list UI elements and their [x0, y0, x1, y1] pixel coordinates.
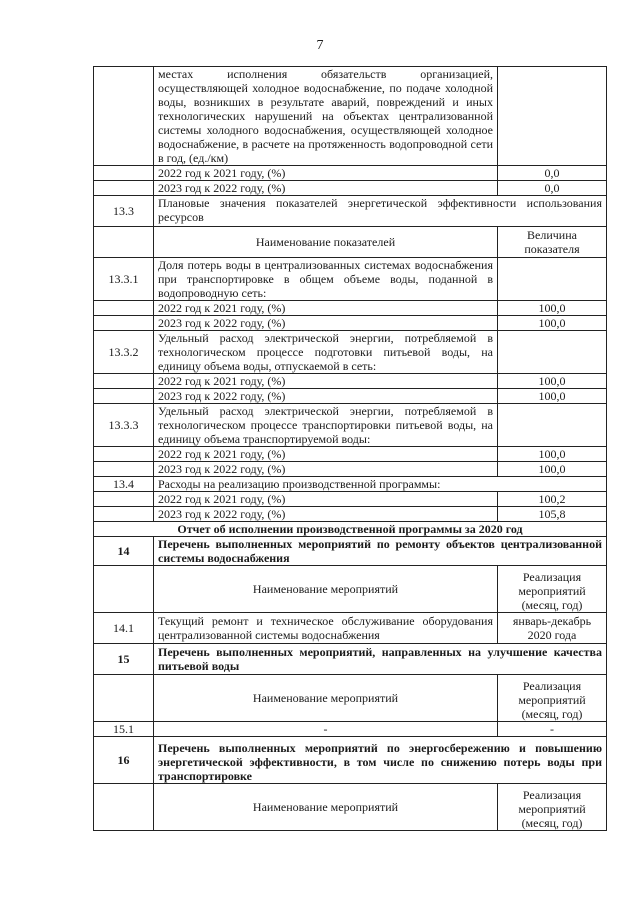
- table-row: [94, 477, 607, 492]
- section-number: 14: [94, 537, 154, 566]
- activity-period: -: [498, 722, 607, 737]
- column-header-name: Наименование показателей: [154, 227, 498, 258]
- indicator-text: Удельный расход электрической энергии, потребляемой в технологическом процессе подготовки питьевой воды, на единицу объема воды, отпускаемой в сеть:: [154, 331, 498, 374]
- section-title: Плановые значения показателей энергетической эффективности использования ресурсов: [154, 196, 607, 227]
- column-header-value: Реализация мероприятий (месяц, год): [498, 566, 607, 613]
- period-value: 100,0: [498, 316, 607, 331]
- section-number: 13.3.3: [94, 404, 154, 447]
- activity-text: Текущий ремонт и техническое обслуживание оборудования централизованной системы водоснабжения: [154, 613, 498, 644]
- period-label: 2023 год к 2022 году, (%): [154, 316, 498, 331]
- table-row: [94, 404, 607, 447]
- value-cell: [498, 67, 607, 166]
- table-row: [94, 181, 607, 196]
- period-value: 105,8: [498, 507, 607, 522]
- activity-period: январь-декабрь 2020 года: [498, 613, 607, 644]
- period-value: 100,0: [498, 389, 607, 404]
- period-label: 2022 год к 2021 году, (%): [154, 492, 498, 507]
- section-number: 15: [94, 644, 154, 675]
- table-row: [94, 316, 607, 331]
- column-header-name: Наименование мероприятий: [154, 566, 498, 613]
- period-label: 2023 год к 2022 году, (%): [154, 507, 498, 522]
- section-number: 14.1: [94, 613, 154, 644]
- program-table: [93, 66, 607, 831]
- table-row: [94, 522, 607, 537]
- period-label: 2023 год к 2022 году, (%): [154, 389, 498, 404]
- section-title: Расходы на реализацию производственной программы:: [154, 477, 607, 492]
- period-value: 0,0: [498, 166, 607, 181]
- table-row: [94, 67, 607, 166]
- period-label: 2022 год к 2021 году, (%): [154, 166, 498, 181]
- column-header-name: Наименование мероприятий: [154, 675, 498, 722]
- column-header-value: Величина показателя: [498, 227, 607, 258]
- column-header-value: Реализация мероприятий (месяц, год): [498, 675, 607, 722]
- table-row: [94, 166, 607, 181]
- table-row: [94, 737, 607, 784]
- table-header-row: [94, 675, 607, 722]
- period-value: 100,0: [498, 447, 607, 462]
- period-value: 100,0: [498, 462, 607, 477]
- period-label: 2022 год к 2021 году, (%): [154, 447, 498, 462]
- section-number: 16: [94, 737, 154, 784]
- table-row: [94, 492, 607, 507]
- indicator-text: Удельный расход электрической энергии, потребляемой в технологическом процессе транспортировки питьевой воды, на единицу объема транспортируемой воды:: [154, 404, 498, 447]
- period-label: 2022 год к 2021 году, (%): [154, 374, 498, 389]
- table-header-row: [94, 227, 607, 258]
- period-value: 0,0: [498, 181, 607, 196]
- period-value: 100,0: [498, 374, 607, 389]
- table-row: [94, 462, 607, 477]
- table-row: [94, 722, 607, 737]
- section-title: Перечень выполненных мероприятий по энергосбережению и повышению энергетической эффективности, в том числе по снижению потерь воды при транспортировке: [154, 737, 607, 784]
- section-number: 13.3: [94, 196, 154, 227]
- section-number: 13.4: [94, 477, 154, 492]
- section-title: Перечень выполненных мероприятий по ремонту объектов централизованной системы водоснабжения: [154, 537, 607, 566]
- period-label: 2022 год к 2021 году, (%): [154, 301, 498, 316]
- indicator-text: местах исполнения обязательств организацией, осуществляющей холодное водоснабжение, по подаче холодной воды, возникших в результате аварий, повреждений и иных технологических нарушений на объектах централизованной системы холодного водоснабжения, осуществляющей холодное водоснабжение, в расчете на протяженность водопроводной сети в год, (ед./км): [154, 67, 498, 166]
- column-header-name: Наименование мероприятий: [154, 784, 498, 831]
- table-row: [94, 374, 607, 389]
- period-label: 2023 год к 2022 году, (%): [154, 181, 498, 196]
- num-cell: [94, 67, 154, 166]
- period-value: 100,2: [498, 492, 607, 507]
- table-row: [94, 507, 607, 522]
- section-number: 15.1: [94, 722, 154, 737]
- section-title: Перечень выполненных мероприятий, направленных на улучшение качества питьевой воды: [154, 644, 607, 675]
- indicator-text: Доля потерь воды в централизованных системах водоснабжения при транспортировке в общем объеме воды, поданной в водопроводную сеть:: [154, 258, 498, 301]
- table-header-row: [94, 566, 607, 613]
- period-label: 2023 год к 2022 году, (%): [154, 462, 498, 477]
- table-row: [94, 644, 607, 675]
- column-header-value: Реализация мероприятий (месяц, год): [498, 784, 607, 831]
- table-row: [94, 447, 607, 462]
- section-number: 13.3.2: [94, 331, 154, 374]
- table-row: [94, 389, 607, 404]
- activity-text: -: [154, 722, 498, 737]
- table-row: [94, 196, 607, 227]
- page-number: 7: [316, 38, 324, 53]
- table-row: [94, 258, 607, 301]
- table-row: [94, 331, 607, 374]
- report-title: Отчет об исполнении производственной программы за 2020 год: [94, 522, 607, 537]
- section-number: 13.3.1: [94, 258, 154, 301]
- table-row: [94, 613, 607, 644]
- table-row: [94, 537, 607, 566]
- period-value: 100,0: [498, 301, 607, 316]
- table-header-row: [94, 784, 607, 831]
- table-row: [94, 301, 607, 316]
